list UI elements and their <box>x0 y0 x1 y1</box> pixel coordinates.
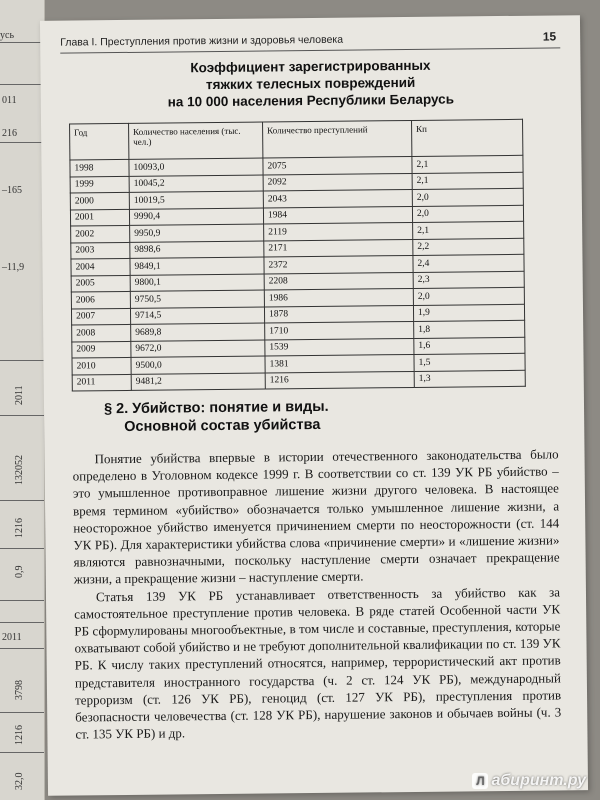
cell-coefficient: 2,0 <box>412 205 523 223</box>
cell-crimes: 1984 <box>263 206 412 224</box>
cell-coefficient: 2,1 <box>412 155 523 173</box>
cell-coefficient: 1,6 <box>414 337 525 355</box>
cell-coefficient: 1,3 <box>414 370 525 388</box>
left-page-fragment: 216 <box>2 128 17 139</box>
cell-population: 9500,0 <box>131 356 265 374</box>
cell-coefficient: 1,5 <box>414 353 525 371</box>
cell-population: 9898,6 <box>130 241 264 259</box>
left-page-fragment: 1216 <box>14 518 25 538</box>
cell-year: 2010 <box>72 357 131 374</box>
column-header-population: Количество населения (тыс. чел.) <box>129 122 263 159</box>
cell-coefficient: 1,9 <box>413 304 524 322</box>
paragraph: Статья 139 УК РБ устанавливает ответственность за убийство как за самостоятельное преступление против человека. В ряде статей Особенной части УК РБ сформулированы многообъектные, в том числе и составные, преступления, которые охватывают собой убийство и не требуют дополнительной квалификации по ст. 139 УК РБ. К числу таких преступлений относятся, например, террористический акт против представителя иностранного государства (ч. 2 ст. 124 УК РБ), международный терроризм (ст. 126 УК РБ), геноцид (ст. 127 УК РБ), преступления против безопасности человечества (ст. 128 УК РБ), нарушение законов и обычаев войны (ч. 3 ст. 135 УК РБ) и др. <box>74 584 562 742</box>
page-number: 15 <box>542 29 557 44</box>
left-page-fragment: 3798 <box>14 680 25 700</box>
cell-coefficient: 2,1 <box>412 172 523 190</box>
cell-year: 2008 <box>72 324 131 341</box>
section-heading-line: Основной состав убийства <box>124 416 321 435</box>
cell-coefficient: 1,8 <box>414 320 525 338</box>
body-text <box>72 445 561 743</box>
cell-population: 9800,1 <box>130 274 264 292</box>
column-header-coefficient: Кп <box>412 119 523 156</box>
cell-population: 10019,5 <box>129 191 263 209</box>
table-title-line: Коэффициент зарегистрированных <box>190 57 431 76</box>
cell-year: 2007 <box>71 308 130 325</box>
cell-population: 10093,0 <box>129 158 263 176</box>
column-header-year: Год <box>70 123 129 160</box>
running-header <box>60 29 560 53</box>
table-row <box>72 370 525 391</box>
cell-year: 2002 <box>71 225 130 242</box>
cell-coefficient: 2,4 <box>413 254 524 272</box>
cell-coefficient: 2,0 <box>413 287 524 305</box>
left-page-fragment: –165 <box>2 185 22 196</box>
left-page-fragment: 132052 <box>14 455 25 485</box>
cell-population: 10045,2 <box>129 175 263 193</box>
table-title <box>70 56 551 112</box>
cell-year: 2004 <box>71 258 130 275</box>
cell-crimes: 2092 <box>263 173 412 191</box>
cell-crimes: 2119 <box>264 222 413 240</box>
cell-year: 1998 <box>70 159 129 176</box>
cell-coefficient: 2,1 <box>413 221 524 239</box>
left-page-fragment: 2011 <box>2 632 22 643</box>
cell-population: 9672,0 <box>131 340 265 358</box>
watermark <box>472 772 586 790</box>
cell-population: 9689,8 <box>131 323 265 341</box>
left-page-fragment: 2011 <box>14 385 25 405</box>
cell-crimes: 1986 <box>264 288 413 306</box>
left-page-fragment: 1216 <box>14 725 25 745</box>
labirint-logo-icon: Л <box>472 773 488 789</box>
table-header-row <box>70 119 523 160</box>
left-page-fragment: 0,9 <box>14 565 25 578</box>
left-page-fragment: усь <box>0 30 14 41</box>
cell-crimes: 2208 <box>264 272 413 290</box>
cell-population: 9714,5 <box>130 307 264 325</box>
adjacent-left-page <box>0 0 45 800</box>
cell-crimes: 2043 <box>263 189 412 207</box>
cell-crimes: 1710 <box>265 321 414 339</box>
left-page-fragment: 011 <box>2 95 17 106</box>
paragraph: Понятие убийства впервые в истории отечественного законодательства было определено в Уголовном кодексе 1999 г. В соответствии со ст. 139 УК РБ убийство – это умышленное противоправное лишение жизни другого человека. В настоящее время термином «убийство» обозначается только умышленное лишение жизни, а неосторожное убийство именуется причинением смерти по неосторожности (ст. 144 УК РБ). Для характеристики убийства слова «причинение смерти» и «лишение жизни» являются равнозначными, поскольку наступление смерти означает прекращение жизни, а прекращение жизни – наступление смерти. <box>72 446 560 587</box>
cell-year: 2006 <box>71 291 130 308</box>
cell-population: 9750,5 <box>130 290 264 308</box>
cell-year: 2003 <box>71 242 130 259</box>
cell-year: 2005 <box>71 275 130 292</box>
column-header-crimes: Количество преступлений <box>263 120 412 158</box>
cell-crimes: 2075 <box>263 156 412 174</box>
cell-year: 2001 <box>70 209 129 226</box>
section-heading <box>104 398 329 436</box>
cell-coefficient: 2,0 <box>412 188 523 206</box>
cell-crimes: 1878 <box>264 305 413 323</box>
cell-crimes: 1539 <box>265 338 414 356</box>
table-title-line: на 10 000 населения Республики Беларусь <box>167 91 455 110</box>
cell-crimes: 1216 <box>265 371 414 389</box>
chapter-title: Глава I. Преступления против жизни и здоровья человека <box>60 33 344 49</box>
book-page <box>40 15 588 796</box>
cell-coefficient: 2,3 <box>413 271 524 289</box>
statistics-table <box>69 119 526 392</box>
cell-population: 9849,1 <box>130 257 264 275</box>
cell-population: 9481,2 <box>131 373 265 391</box>
cell-crimes: 2372 <box>264 255 413 273</box>
left-page-fragment: –11,9 <box>2 262 25 273</box>
left-page-fragment: 32,0 <box>14 772 25 790</box>
watermark-text: абиринт.ру <box>491 772 586 789</box>
cell-population: 9990,4 <box>129 208 263 226</box>
cell-coefficient: 2,2 <box>413 238 524 256</box>
cell-crimes: 1381 <box>265 354 414 372</box>
cell-year: 2011 <box>72 374 131 391</box>
table-title-line: тяжких телесных повреждений <box>205 74 416 93</box>
section-heading-line: § 2. Убийство: понятие и виды. <box>103 398 329 418</box>
cell-crimes: 2171 <box>264 239 413 257</box>
cell-year: 2000 <box>70 192 129 209</box>
cell-population: 9950,9 <box>130 224 264 242</box>
cell-year: 2009 <box>72 341 131 358</box>
cell-year: 1999 <box>70 176 129 193</box>
